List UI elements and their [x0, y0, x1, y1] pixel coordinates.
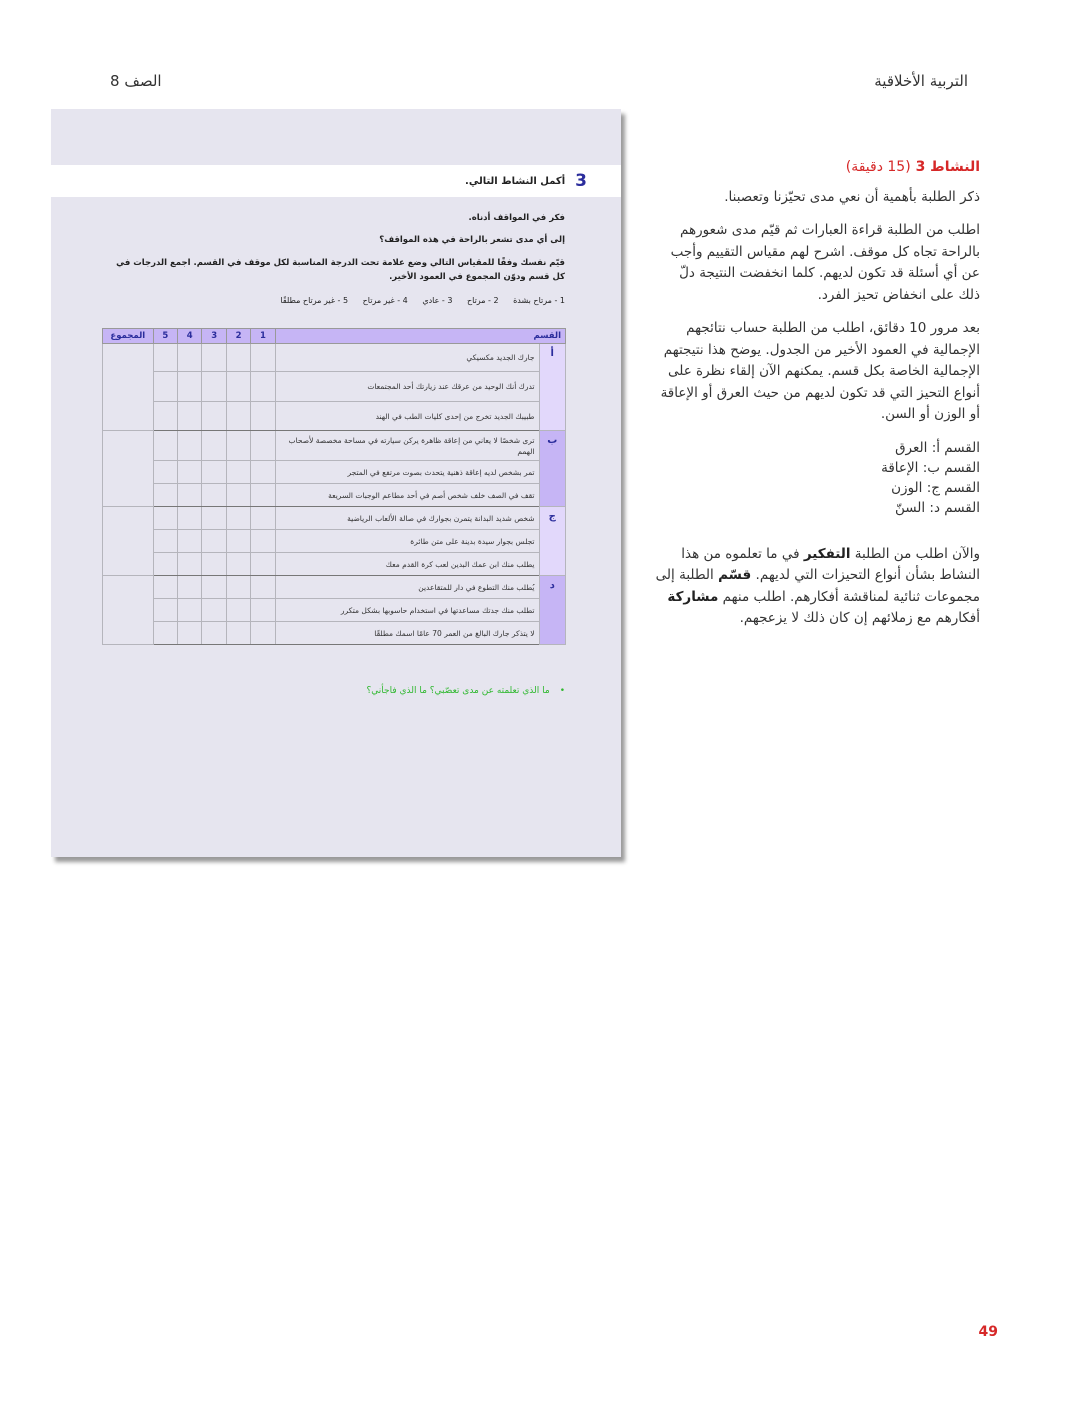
- rating-table: [102, 328, 566, 645]
- situation-text: لا يتذكر جارك البالغ من العمر 70 عامًا اسمك مطلقًا: [275, 622, 539, 645]
- score-cell[interactable]: [153, 402, 177, 431]
- score-cell[interactable]: [153, 431, 177, 461]
- section-label: ج: [539, 507, 565, 576]
- score-cell[interactable]: [202, 461, 226, 484]
- score-cell[interactable]: [226, 372, 250, 402]
- scale-item: 4 - غير مرتاح: [362, 296, 408, 305]
- page-number: 49: [978, 1324, 998, 1340]
- section-value: الوزن: [891, 479, 923, 496]
- score-cell[interactable]: [251, 431, 275, 461]
- list-item: [655, 478, 980, 498]
- table-row: [103, 402, 566, 431]
- scale-item: 3 - عادي: [422, 296, 453, 305]
- score-cell[interactable]: [251, 553, 275, 576]
- situation-text: شخص شديد البدانة يتمرن بجوارك في صالة الألعاب الرياضية: [275, 507, 539, 530]
- score-cell[interactable]: [153, 344, 177, 372]
- score-cell[interactable]: [178, 461, 202, 484]
- score-cell[interactable]: [178, 576, 202, 599]
- section-value: الإعاقة: [881, 459, 919, 476]
- list-item: [655, 438, 980, 458]
- situation-text: يطلب منك ابن عمك البدين لعب كرة القدم معك: [275, 553, 539, 576]
- situation-text: تجلس بجوار سيدة بدينة على متن طائرة: [275, 530, 539, 553]
- score-cell[interactable]: [226, 431, 250, 461]
- situation-text: تدرك أنك الوحيد من عرقك عند زيارتك أحد المجتمعات: [275, 372, 539, 402]
- score-cell[interactable]: [202, 507, 226, 530]
- header-grade: الصف 8: [110, 72, 162, 90]
- header-total: المجموع: [103, 329, 154, 344]
- rating-scale: [268, 296, 565, 305]
- activity-heading: [655, 157, 980, 179]
- score-cell[interactable]: [202, 622, 226, 645]
- paragraph-1: ذكر الطلبة بأهمية أن نعي مدى تحيّزنا وتعصبنا.: [724, 188, 980, 205]
- table-row: [103, 599, 566, 622]
- section-value: العرق: [895, 439, 928, 456]
- score-cell[interactable]: [178, 431, 202, 461]
- score-cell[interactable]: [251, 507, 275, 530]
- situation-text: جارك الجديد مكسيكي: [275, 344, 539, 372]
- section-label: القسم ج:: [926, 479, 980, 496]
- situation-text: ترى شخصًا لا يعاني من إعاقة ظاهرة يركن سيارته في مساحة مخصصة لأصحاب الهمم: [275, 431, 539, 461]
- score-cell[interactable]: [226, 507, 250, 530]
- list-item: [655, 458, 980, 478]
- text-run: الطلبة إلى مجموعات ثنائية لمناقشة أفكارهم. اطلب منهم: [655, 567, 980, 605]
- section-label: القسم أ:: [931, 439, 980, 456]
- activity-duration: (15 دقيقة): [845, 159, 911, 175]
- score-cell[interactable]: [153, 530, 177, 553]
- scale-item: 5 - غير مرتاح مطلقًا: [280, 296, 349, 305]
- situation-text: طبيبك الجديد تخرج من إحدى كليات الطب في الهند: [275, 402, 539, 431]
- total-cell[interactable]: [103, 507, 154, 576]
- score-cell[interactable]: [251, 622, 275, 645]
- score-cell[interactable]: [226, 622, 250, 645]
- situation-text: تمر بشخص لديه إعاقة ذهنية يتحدث بصوت مرتفع في المتجر: [275, 461, 539, 484]
- score-cell[interactable]: [178, 484, 202, 507]
- scale-item: 1 - مرتاح بشدة: [513, 296, 565, 305]
- section-label: أ: [539, 344, 565, 431]
- header-score-1: 1: [251, 329, 275, 344]
- score-cell[interactable]: [226, 553, 250, 576]
- score-cell[interactable]: [251, 402, 275, 431]
- score-cell[interactable]: [202, 530, 226, 553]
- paragraph-4: [655, 544, 980, 630]
- header-score-5: 5: [153, 329, 177, 344]
- score-cell[interactable]: [226, 599, 250, 622]
- table-row: [103, 431, 566, 461]
- section-value: السنّ: [894, 499, 926, 516]
- instruction-line-3: قيّم نفسك وفقًا للمقياس التالي وضع علامة تحت الدرجة المناسبة لكل موقف في القسم. اجمع الدرجات في كل قسم ودوّن المجموع في العمود الأخير.: [116, 258, 565, 282]
- score-cell[interactable]: [178, 599, 202, 622]
- score-cell[interactable]: [202, 599, 226, 622]
- score-cell[interactable]: [178, 372, 202, 402]
- total-cell[interactable]: [103, 576, 154, 645]
- score-cell[interactable]: [178, 507, 202, 530]
- header-score-4: 4: [178, 329, 202, 344]
- score-cell[interactable]: [226, 530, 250, 553]
- score-cell[interactable]: [178, 344, 202, 372]
- activity-bar: [41, 165, 621, 197]
- student-page-preview: [51, 109, 621, 857]
- reflection-question: • ما الذي تعلمته عن مدى تعصّبي؟ ما الذي فاجأني؟: [366, 686, 565, 696]
- score-cell[interactable]: [251, 530, 275, 553]
- paragraph-2: اطلب من الطلبة قراءة العبارات ثم قيّم مدى شعورهم بالراحة تجاه كل موقف. اشرح لهم مقياس التقييم وأجب عن أي أسئلة قد تكون لديهم. كلما انخفضت النتيجة دلّ ذلك على انخفاض تحيز الفرد.: [670, 222, 980, 303]
- activity-number: 3: [575, 171, 587, 191]
- score-cell[interactable]: [202, 576, 226, 599]
- score-cell[interactable]: [153, 576, 177, 599]
- table-row: [103, 484, 566, 507]
- header-section: القسم: [275, 329, 565, 344]
- instruction-line-2: إلى أي مدى تشعر بالراحة في هذه المواقف؟: [379, 235, 565, 245]
- header-score-3: 3: [202, 329, 226, 344]
- score-cell[interactable]: [226, 344, 250, 372]
- situation-text: يُطلب منك التطوع في دار للمتقاعدين: [275, 576, 539, 599]
- keyword-share: مشاركة: [667, 588, 719, 605]
- score-cell[interactable]: [202, 553, 226, 576]
- score-cell[interactable]: [202, 402, 226, 431]
- sections-list: [655, 438, 980, 518]
- score-cell[interactable]: [251, 599, 275, 622]
- keyword-divide: قسّم: [718, 567, 752, 583]
- section-label: القسم ب:: [922, 459, 980, 476]
- score-cell[interactable]: [178, 530, 202, 553]
- score-cell[interactable]: [226, 461, 250, 484]
- activity-title: أكمل النشاط التالي.: [465, 175, 566, 187]
- score-cell[interactable]: [251, 372, 275, 402]
- score-cell[interactable]: [153, 622, 177, 645]
- paragraph-3: بعد مرور 10 دقائق، اطلب من الطلبة حساب نتائجهم الإجمالية في العمود الأخير من الجدول. يوضح هذا نتيجتهم الإجمالية الخاصة بكل قسم. يمكنهم الآن إلقاء نظرة على أنواع التحيز التي قد تكون لديهم من حيث العرق أو الإعاقة أو الوزن أو السن.: [660, 320, 980, 422]
- score-cell[interactable]: [226, 402, 250, 431]
- score-cell[interactable]: [178, 553, 202, 576]
- table-row: [103, 507, 566, 530]
- table-header-row: [103, 329, 566, 344]
- score-cell[interactable]: [202, 372, 226, 402]
- score-cell[interactable]: [251, 461, 275, 484]
- score-cell[interactable]: [202, 344, 226, 372]
- score-cell[interactable]: [153, 461, 177, 484]
- situation-text: تقف في الصف خلف شخص أصم في أحد مطاعم الوجبات السريعة: [275, 484, 539, 507]
- section-label: ب: [539, 431, 565, 507]
- header-score-2: 2: [226, 329, 250, 344]
- score-cell[interactable]: [178, 622, 202, 645]
- activity-label: النشاط 3: [915, 159, 980, 175]
- table-row: [103, 553, 566, 576]
- situation-text: تطلب منك جدتك مساعدتها في استخدام حاسوبها بشكل متكرر: [275, 599, 539, 622]
- score-cell[interactable]: [153, 553, 177, 576]
- score-cell[interactable]: [153, 599, 177, 622]
- score-cell[interactable]: [153, 484, 177, 507]
- score-cell[interactable]: [153, 507, 177, 530]
- table-row: [103, 530, 566, 553]
- instruction-line-1: فكر في المواقف أدناه.: [468, 213, 565, 223]
- score-cell[interactable]: [226, 576, 250, 599]
- score-cell[interactable]: [251, 484, 275, 507]
- text-run: والآن اطلب من الطلبة: [850, 545, 980, 562]
- header-subject: التربية الأخلاقية: [874, 72, 968, 90]
- table-row: [103, 576, 566, 599]
- total-cell[interactable]: [103, 431, 154, 507]
- section-label: القسم د:: [929, 499, 980, 516]
- table-row: [103, 344, 566, 372]
- score-cell[interactable]: [251, 576, 275, 599]
- text-run: أفكارهم مع زملائهم إن كان ذلك لا يزعجهم.: [739, 610, 980, 626]
- table-row: [103, 461, 566, 484]
- total-cell[interactable]: [103, 344, 154, 431]
- score-cell[interactable]: [251, 344, 275, 372]
- score-cell[interactable]: [202, 431, 226, 461]
- teacher-notes: [655, 157, 980, 642]
- keyword-think: التفكير: [803, 545, 851, 562]
- score-cell[interactable]: [202, 484, 226, 507]
- score-cell[interactable]: [226, 484, 250, 507]
- list-item: [655, 498, 980, 518]
- score-cell[interactable]: [178, 402, 202, 431]
- section-label: د: [539, 576, 565, 645]
- scale-item: 2 - مرتاح: [466, 296, 499, 305]
- text-run: في ما تعلموه من هذا النشاط بشأن أنواع التحيزات التي لديهم.: [681, 545, 980, 583]
- table-row: [103, 622, 566, 645]
- score-cell[interactable]: [153, 372, 177, 402]
- table-row: [103, 372, 566, 402]
